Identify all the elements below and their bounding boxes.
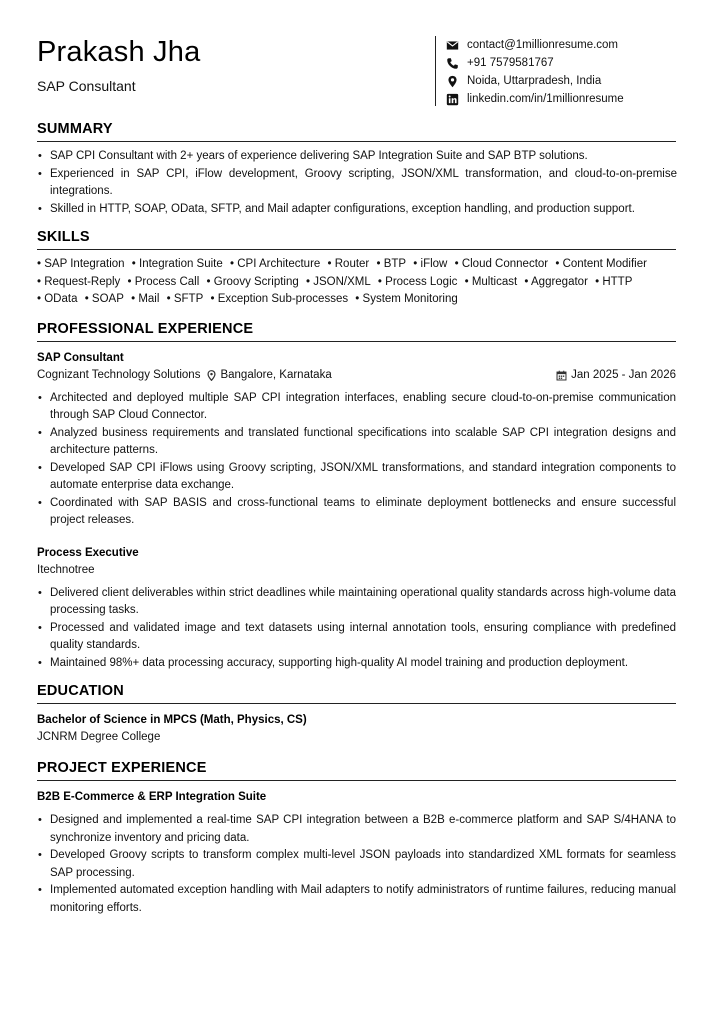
- linkedin-text: linkedin.com/in/1millionresume: [467, 93, 624, 105]
- education-degree: Bachelor of Science in MPCS (Math, Physics, CS): [37, 714, 307, 726]
- list-item: • Developed SAP CPI iFlows using Groovy scripting, JSON/XML transformations, and standard integration components to automate enterprise data exchange.: [37, 460, 676, 495]
- contact-info: [435, 36, 624, 106]
- job-entry: [37, 545, 676, 673]
- calendar-icon: [556, 370, 567, 381]
- candidate-name: Prakash Jha: [37, 36, 201, 68]
- email-icon: [446, 39, 459, 52]
- list-item: • Developed Groovy scripts to transform complex multi-level JSON payloads into standardized XML formats for seamless SAP processing.: [37, 847, 676, 882]
- experience-section: [37, 321, 676, 673]
- skill-item: • Multicast: [465, 274, 518, 292]
- skill-item: • Process Logic: [378, 274, 457, 292]
- skill-item: • Exception Sub-processes: [210, 291, 348, 309]
- company-name: Itechnotree: [37, 563, 95, 576]
- list-item: • Implemented automated exception handling with Mail adapters to notify administrators of runtime failures, reducing manual monitoring efforts.: [37, 882, 676, 917]
- skill-item: • SOAP: [85, 291, 124, 309]
- phone-icon: [446, 57, 459, 70]
- email-text: contact@1millionresume.com: [467, 39, 619, 51]
- job-bullets: [37, 390, 676, 530]
- summary-list: [37, 148, 677, 218]
- summary-heading: SUMMARY: [37, 121, 676, 142]
- skill-item: • CPI Architecture: [230, 256, 320, 274]
- candidate-role: SAP Consultant: [37, 78, 136, 94]
- list-item: • Analyzed business requirements and translated functional specifications into scalable SAP CPI integration designs and architecture patterns.: [37, 425, 676, 460]
- list-item: • Maintained 98%+ data processing accuracy, supporting high-quality AI model training and production deployment.: [37, 655, 676, 673]
- contact-location: [446, 72, 624, 90]
- contact-phone[interactable]: [446, 54, 624, 72]
- skill-item: • Content Modifier: [555, 256, 647, 274]
- skill-item: • OData: [37, 291, 77, 309]
- location-pin-icon: [206, 370, 217, 381]
- skill-item: • SFTP: [167, 291, 204, 309]
- contact-email[interactable]: [446, 36, 624, 54]
- location-pin-icon: [446, 75, 459, 88]
- skill-item: • Process Call: [128, 274, 200, 292]
- contact-linkedin[interactable]: [446, 90, 624, 108]
- project-bullets: [37, 812, 676, 917]
- resume-header: [37, 0, 676, 118]
- job-dates: [556, 367, 676, 384]
- skill-item: • JSON/XML: [306, 274, 371, 292]
- skill-item: • Router: [328, 256, 370, 274]
- education-heading: EDUCATION: [37, 683, 676, 704]
- linkedin-icon: [446, 93, 459, 106]
- job-title: Process Executive: [37, 546, 139, 559]
- job-date-range: Jan 2025 - Jan 2026: [571, 368, 676, 381]
- skill-item: • SAP Integration: [37, 256, 125, 274]
- list-item: • Skilled in HTTP, SOAP, OData, SFTP, and Mail adapter configurations, exception handling, and production support.: [37, 201, 677, 219]
- job-bullets: [37, 585, 676, 673]
- phone-text: +91 7579581767: [467, 57, 554, 69]
- location-text: Noida, Uttarpradesh, India: [467, 75, 602, 87]
- skills-heading: SKILLS: [37, 229, 676, 250]
- list-item: • Delivered client deliverables within strict deadlines while maintaining operational quality standards across high-volume data processing tasks.: [37, 585, 676, 620]
- experience-heading: PROFESSIONAL EXPERIENCE: [37, 321, 676, 342]
- projects-section: [37, 760, 676, 917]
- list-item: • Processed and validated image and text datasets using internal annotation tools, ensuring compliance with predefined quality standards.: [37, 620, 676, 655]
- list-item: • Experienced in SAP CPI, iFlow development, Groovy scripting, JSON/XML transformation, and cloud-to-on-premise integrations.: [37, 166, 677, 201]
- skill-item: • Aggregator: [524, 274, 588, 292]
- company-name: Cognizant Technology Solutions: [37, 368, 201, 381]
- skill-item: • Cloud Connector: [455, 256, 549, 274]
- education-school: JCNRM Degree College: [37, 731, 161, 743]
- list-item: • Coordinated with SAP BASIS and cross-functional teams to eliminate deployment bottlenecks and ensure successful project releases.: [37, 495, 676, 530]
- job-entry: [37, 350, 676, 530]
- education-section: [37, 683, 676, 746]
- summary-section: [37, 121, 676, 218]
- skill-item: • Mail: [131, 291, 159, 309]
- skill-item: • Integration Suite: [132, 256, 223, 274]
- list-item: • SAP CPI Consultant with 2+ years of experience delivering SAP Integration Suite and SAP BTP solutions.: [37, 148, 677, 166]
- list-item: • Architected and deployed multiple SAP CPI integration interfaces, enabling secure cloud-to-on-premise communication through SAP Cloud Connector.: [37, 390, 676, 425]
- skills-list: [37, 256, 677, 309]
- job-title: SAP Consultant: [37, 351, 124, 364]
- skill-item: • Groovy Scripting: [207, 274, 299, 292]
- job-meta: [37, 367, 676, 384]
- skill-item: • BTP: [376, 256, 406, 274]
- list-item: • Designed and implemented a real-time SAP CPI integration between a B2B e-commerce platform and SAP S/4HANA to synchronize inventory and pricing data.: [37, 812, 676, 847]
- skill-item: • System Monitoring: [355, 291, 457, 309]
- skills-section: [37, 229, 676, 309]
- projects-heading: PROJECT EXPERIENCE: [37, 760, 676, 781]
- job-location: Bangalore, Karnataka: [220, 368, 332, 381]
- project-name: B2B E-Commerce & ERP Integration Suite: [37, 791, 267, 803]
- skill-item: • iFlow: [413, 256, 447, 274]
- skill-item: • Request-Reply: [37, 274, 120, 292]
- skill-item: • HTTP: [595, 274, 632, 292]
